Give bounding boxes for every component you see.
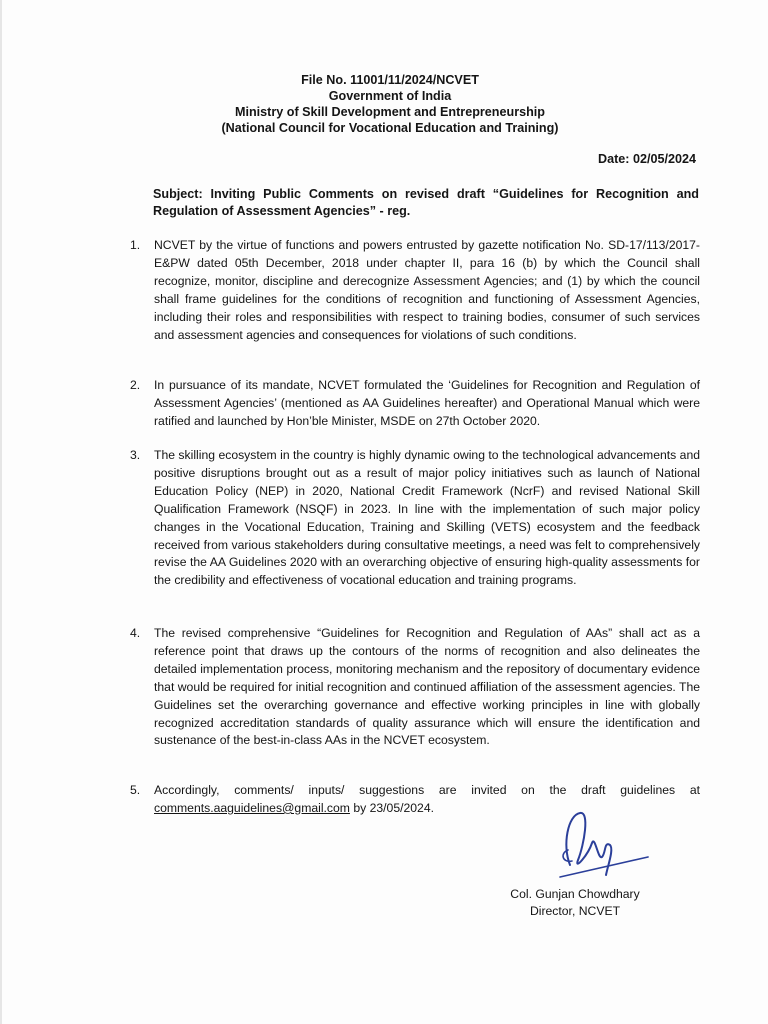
paragraph-number: 3. (130, 448, 141, 462)
paragraph-3 (130, 447, 700, 590)
page-edge (0, 0, 2, 1024)
paragraph-number: 4. (130, 626, 141, 640)
signature-image (540, 805, 650, 885)
paragraph-1 (130, 237, 700, 344)
paragraph-text-after: by 23/05/2024. (349, 800, 434, 815)
paragraph-number: 2. (130, 378, 141, 392)
file-number: File No. 11001/11/2024/NCVET (301, 73, 479, 87)
subject-line: Subject: Inviting Public Comments on revised draft “Guidelines for Recognition and Regulation of Assessment Agencies” - reg. (153, 187, 699, 218)
paragraph-2 (130, 377, 700, 431)
paragraph-text: In pursuance of its mandate, NCVET formulated the ‘Guidelines for Recognition and Regulation of Assessment Agencies’ (mentioned as AA Guidelines hereafter) and Operational Manual which were ratified and launched by Hon’ble Minister, MSDE on 27th October 2020. (154, 378, 700, 428)
paragraph-text: NCVET by the virtue of functions and powers entrusted by gazette notification No. SD-17/113/2017-E&PW dated 05th December, 2018 under chapter II, para 16 (b) by which the Council shall recognize, monitor, discipline and derecognize Assessment Agencies; and (1) by which the council shall frame guidelines for the conditions of recognition and functioning of Assessment Agencies, including their roles and responsibilities with respect to training bodies, consumer of such services and assessment agencies and consequences for violations of such conditions. (154, 238, 700, 342)
email-link[interactable]: comments.aaguidelines@gmail.com (154, 800, 350, 815)
paragraph-text-before: Accordingly, comments/ inputs/ suggestions are invited on the draft guidelines at (154, 783, 700, 797)
council-line: (National Council for Vocational Education and Training) (221, 121, 559, 135)
paragraph-text: The revised comprehensive “Guidelines for Recognition and Regulation of AAs” shall act as a reference point that draws up the contours of the norms of recognition and also delineates the detailed implementation process, monitoring mechanism and the repository of documentary evidence that would be required for initial recognition and continued affiliation of the assessment agencies. The Guidelines set the overarching governance and effective working principles in line with globally recognized accreditation standards of quality assurance which will ensure the identification and sustenance of the best-in-class AAs in the NCVET ecosystem. (154, 626, 700, 748)
paragraph-number: 5. (130, 783, 141, 797)
letterhead (0, 72, 768, 136)
letter-date: Date: 02/05/2024 (597, 152, 696, 166)
signatory-name: Col. Gunjan Chowdhary (510, 887, 640, 901)
government-line: Government of India (328, 89, 452, 103)
paragraph-number: 1. (130, 238, 141, 252)
ministry-line: Ministry of Skill Development and Entrepreneurship (234, 105, 545, 119)
paragraph-4 (130, 625, 700, 750)
signatory-block (490, 886, 660, 920)
signatory-designation: Director, NCVET (529, 904, 621, 918)
paragraph-text: The skilling ecosystem in the country is highly dynamic owing to the technological advancements and positive disruptions brought out as a result of major policy initiatives such as launch of National Education Policy (NEP) in 2020, National Credit Framework (NcrF) and revised National Skill Qualification Framework (NSQF) in 2023. In line with the implementation of such major policy changes in the Vocational Education, Training and Skilling (VETS) ecosystem and the feedback received from various stakeholders during consultative meetings, a need was felt to comprehensively revise the AA Guidelines 2020 with an overarching objective of ensuring high-quality assessments for the credibility and effectiveness of vocational education and training programs. (154, 448, 700, 588)
